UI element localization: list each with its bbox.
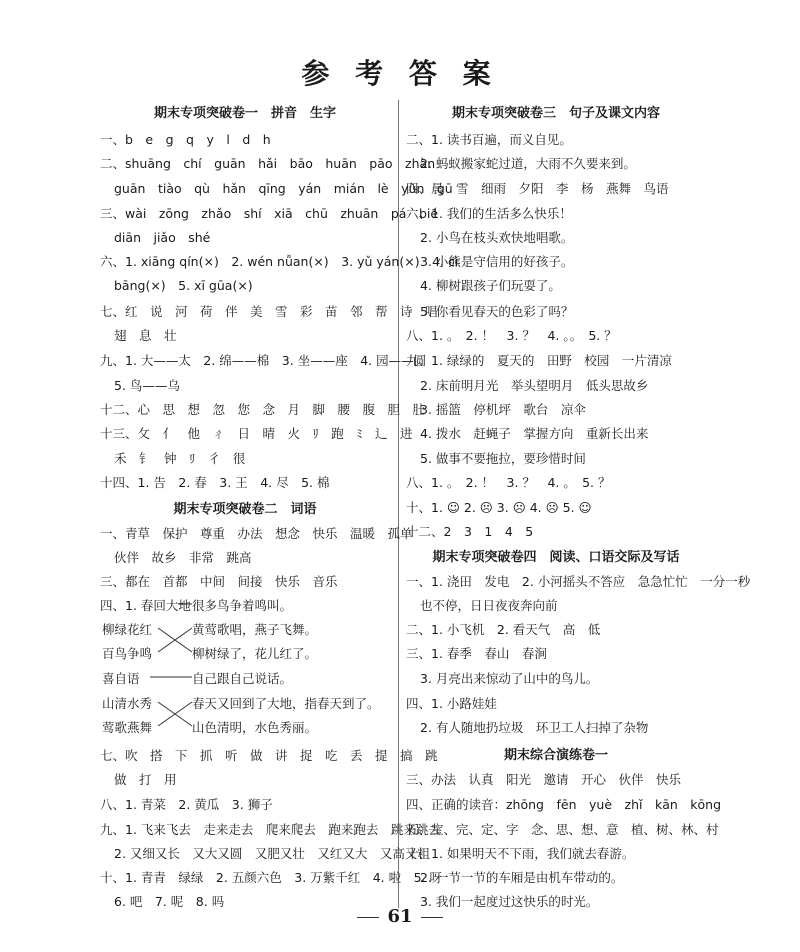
answer-line: 十、1. 如果明天不下雨，我们就去春游。 — [406, 846, 635, 861]
matching-lines — [100, 96, 390, 796]
answer-line: 十、1. 青青 绿绿 2. 五颜六色 3. 万紫千红 4. 啦 5. 呀 — [100, 870, 442, 885]
match-right-item: 山色清明，水色秀丽。 — [192, 720, 318, 735]
answer-line: 2. 又细又长 又大又圆 又肥又壮 又红又大 又高又粗 — [114, 846, 430, 861]
answer-line: 3. 我们一起度过这快乐的时光。 — [420, 894, 599, 909]
answer-line: 一、青草 保护 尊重 办法 想念 快乐 温暖 孤单 — [100, 526, 413, 541]
answer-line: 九、1. 绿绿的 夏天的 田野 校园 一片清凉 — [406, 353, 672, 368]
answer-line: bāng(×) 5. xī gūa(×) — [114, 278, 253, 293]
answer-line: 三、办法 认真 阳光 邀请 开心 伙伴 快乐 — [406, 772, 682, 787]
answer-line: 4. 柳树跟孩子们玩耍了。 — [420, 278, 561, 293]
section-heading-4: 期末专项突破卷四 阅读、口语交际及写话 — [432, 550, 680, 565]
match-left-item: 百鸟争鸣 — [102, 646, 153, 661]
answer-line: 五、宝、完、定、字 念、思、想、意 植、树、林、村 — [406, 822, 719, 837]
match-left-item: 喜自语 — [102, 671, 140, 686]
answer-line: 禾 钅 钟 ﾘ 彳 很 — [114, 451, 246, 466]
answer-line: 八、1. 。 2. ！ 3. ？ 4. 。 5. ？ — [406, 475, 611, 490]
page-title: 参 考 答 案 — [301, 57, 499, 90]
section-heading-1: 期末专项突破卷一 拼音 生字 — [153, 106, 336, 121]
answer-line: 三、1. 春季 春山 春涧 — [406, 646, 547, 661]
answer-line: 十四、1. 告 2. 春 3. 王 4. 尽 5. 棉 — [100, 475, 330, 490]
answer-line: 二、1. 小飞机 2. 看天气 高 低 — [406, 622, 601, 637]
answer-line: 四、晨 雪 细雨 夕阳 李 杨 燕舞 鸟语 — [406, 181, 669, 196]
answer-line: 八、1. 青菜 2. 黄瓜 3. 狮子 — [100, 797, 273, 812]
match-left-item: 柳绿花红 — [102, 622, 153, 637]
match-right-item: 自己跟自己说话。 — [192, 671, 293, 686]
answer-line: 二、1. 读书百遍，而义自见。 — [406, 132, 572, 147]
answer-line: 七、红 说 河 荷 伴 美 雪 彩 苗 邻 帮 诗 唱 — [100, 304, 438, 319]
page-number-dash-right — [421, 917, 443, 918]
answer-line: guān tiào qù hǎn qīng yán mián lè yùn gū — [114, 181, 453, 196]
answer-line: 九、1. 大——太 2. 绵——棉 3. 坐——座 4. 园——圆 — [100, 353, 427, 368]
answer-line: diān jiǎo shé — [114, 230, 211, 245]
section-heading-3: 期末专项突破卷三 句子及课文内容 — [451, 106, 660, 121]
answer-line: 七、吹 搭 下 抓 听 做 讲 捉 吃 丢 提 搞 跳 — [100, 748, 438, 763]
answer-line: 十二、心 思 想 忽 您 念 月 脚 腰 腹 胆 肚 — [100, 402, 426, 417]
match-left-item: 山清水秀 — [102, 696, 153, 711]
page-number-text: 61 — [387, 906, 413, 927]
match-right-item: 春天又回到了大地，指春天到了。 — [192, 696, 380, 711]
answer-line: 3. 月亮出来惊动了山中的鸟儿。 — [420, 671, 599, 686]
answer-line: 四、1. 春回大地 — [100, 598, 191, 613]
answer-line: 六、1. 我们的生活多么快乐！ — [406, 206, 572, 221]
answer-line: 翅 息 壮 — [114, 328, 177, 343]
answer-line: 4. 拨水 赶蝇子 掌握方向 重新长出来 — [420, 426, 649, 441]
answer-line: 2. 小鸟在枝头欢快地唱歌。 — [420, 230, 574, 245]
answer-line: 十、1. ☺ 2. ☹ 3. ☹ 4. ☹ 5. ☺ — [406, 500, 592, 515]
answer-line: 6. 吧 7. 呢 8. 吗 — [114, 894, 225, 909]
section-heading-2: 期末专项突破卷二 词语 — [173, 502, 317, 517]
answer-line: 2. 床前明月光 举头望明月 低头思故乡 — [420, 378, 649, 393]
answer-line: 3. 小熊是守信用的好孩子。 — [420, 254, 574, 269]
answer-line: 四、1. 小路娃娃 — [406, 696, 497, 711]
answer-line: 十三、攵 亻 他 ㄔ 日 晴 火 ﾘ 跑 ﾐ 辶 进 — [100, 426, 413, 441]
answer-line: 九、1. 飞来飞去 走来走去 爬来爬去 跑来跑去 跳来跳去 — [100, 822, 441, 837]
match-right-item: 柳树绿了，花儿红了。 — [192, 646, 318, 661]
answer-line: 也不停，日日夜夜奔向前 — [420, 598, 558, 613]
answer-line: 2. 有人随地扔垃圾 环卫工人扫掉了杂物 — [420, 720, 649, 735]
answer-line: 三、wài zōng zhǎo shí xiā chū zhuān pá bié — [100, 206, 439, 221]
answer-line: 5. 鸟——乌 — [114, 378, 180, 393]
answer-line: 一、1. 浇田 发电 2. 小河摇头不答应 急急忙忙 一分一秒 — [406, 574, 751, 589]
page-number-dash-left — [357, 917, 379, 918]
answer-line: 做 打 用 — [114, 772, 177, 787]
answer-line: 十二、2 3 1 4 5 — [406, 524, 534, 539]
answer-line: 六、1. xiāng qín(×) 2. wén nǚan(×) 3. yǔ yán(×) 4. cì — [100, 254, 459, 269]
page-number — [0, 906, 800, 927]
answer-line: 2. 一节一节的车厢是由机车带动的。 — [420, 870, 624, 885]
answer-line: 3. 摇篮 停机坪 歌台 凉伞 — [420, 402, 586, 417]
match-right-item: 黄莺歌唱，燕子飞舞。 — [192, 622, 318, 637]
match-right-item: 很多鸟争着鸣叫。 — [192, 598, 293, 613]
match-left-item: 莺歌燕舞 — [102, 720, 153, 735]
answer-line: 二、shuāng chí guān hǎi bāo huān pāo zhàn — [100, 156, 436, 171]
answer-line: 三、都在 首都 中间 间接 快乐 音乐 — [100, 574, 338, 589]
answer-line: 四、正确的读音：zhōng fēn yuè zhǐ kān kōng — [406, 797, 722, 812]
answer-line: 5. 做事不要拖拉，要珍惜时间 — [420, 451, 586, 466]
answer-line: 2. 蚂蚁搬家蛇过道，大雨不久要来到。 — [420, 156, 636, 171]
answer-line: 八、1. 。 2. ！ 3. ？ 4. 。。 5. ？ — [406, 328, 617, 343]
section-heading-5: 期末综合演练卷一 — [503, 748, 608, 763]
answer-line: 伙伴 故乡 非常 跳高 — [114, 550, 252, 565]
answer-line: 一、b e g q y l d h — [100, 132, 271, 147]
answer-line: 5. 你看见春天的色彩了吗？ — [420, 304, 574, 319]
